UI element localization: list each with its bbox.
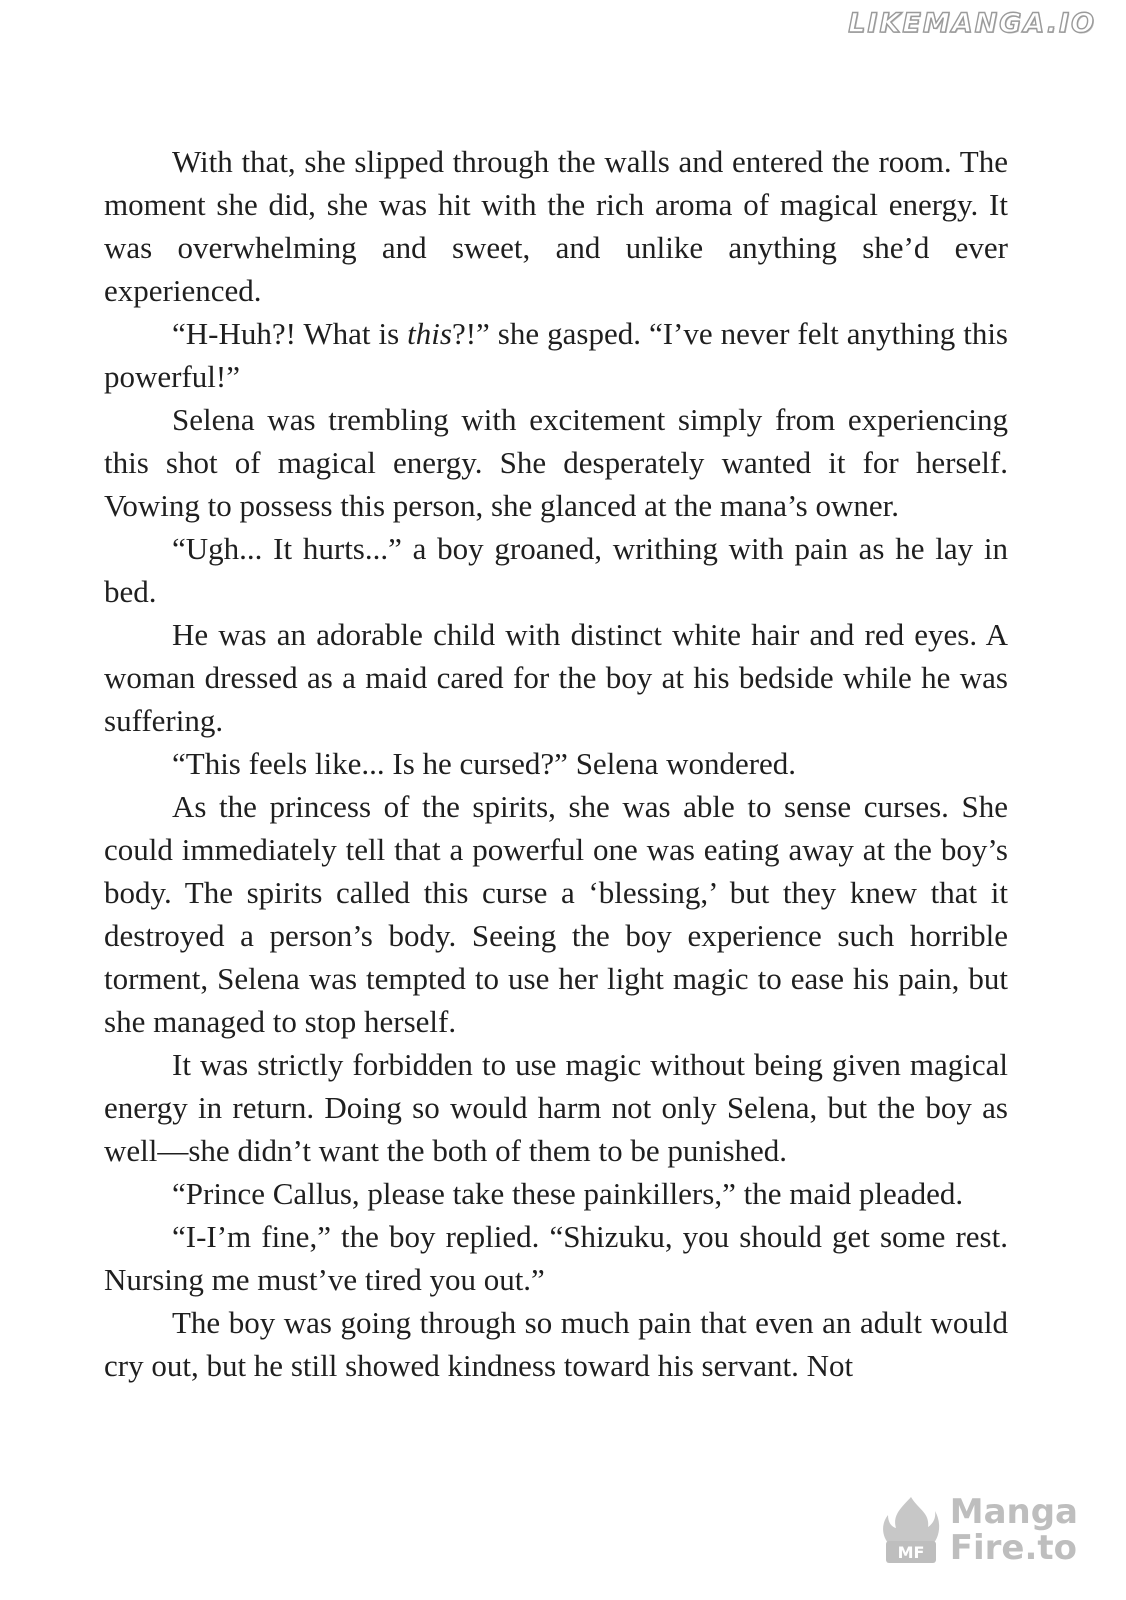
page-text bbox=[104, 140, 1008, 1387]
flame-mf-logo-icon bbox=[880, 1495, 942, 1565]
paragraph-10: “I-I’m fine,” the boy replied. “Shizuku, you should get some rest. Nursing me must’ve tired you out.” bbox=[104, 1219, 1008, 1297]
paragraph-8: It was strictly forbidden to use magic without being given magical energy in return. Doing so would harm not only Selena, but the boy as well—she didn’t want the both of them to be punished. bbox=[104, 1047, 1008, 1168]
paragraph-2-before: “H-Huh?! What is bbox=[172, 316, 408, 351]
likemanga-watermark: LIKEMANGA.IO bbox=[848, 8, 1096, 39]
mangafire-line2: Fire.to bbox=[949, 1528, 1077, 1568]
mangafire-wordmark bbox=[950, 1494, 1078, 1566]
paragraph-11: The boy was going through so much pain that even an adult would cry out, but he still showed kindness toward his servant. Not bbox=[104, 1305, 1008, 1383]
mangafire-line1: Manga bbox=[949, 1492, 1078, 1532]
paragraph-2-after: ?!” she gasped. “I’ve never felt anything this powerful!” bbox=[104, 316, 1009, 394]
mangafire-watermark bbox=[880, 1494, 1078, 1566]
paragraph-4: “Ugh... It hurts...” a boy groaned, writhing with pain as he lay in bed. bbox=[104, 531, 1008, 609]
paragraph-1: With that, she slipped through the walls and entered the room. The moment she did, she was hit with the rich aroma of magical energy. It was overwhelming and sweet, and unlike anything she’d ever experienced. bbox=[104, 144, 1008, 308]
paragraph-5: He was an adorable child with distinct white hair and red eyes. A woman dressed as a maid cared for the boy at his bedside while he was suffering. bbox=[104, 617, 1008, 738]
paragraph-3: Selena was trembling with excitement simply from experiencing this shot of magical energy. She desperately wanted it for herself. Vowing to possess this person, she glanced at the mana’s owner. bbox=[104, 402, 1008, 523]
svg-text:MF: MF bbox=[897, 1543, 925, 1562]
paragraph-2-italic: this bbox=[407, 316, 452, 351]
paragraph-2 bbox=[104, 312, 1008, 398]
paragraph-7: As the princess of the spirits, she was able to sense curses. She could immediately tell that a powerful one was eating away at the boy’s body. The spirits called this curse a ‘blessing,’ but they knew that it destroyed a person’s body. Seeing the boy experience such horrible torment, Selena was tempted to use her light magic to ease his pain, but she managed to stop herself. bbox=[104, 789, 1008, 1039]
paragraph-6: “This feels like... Is he cursed?” Selena wondered. bbox=[172, 746, 797, 781]
paragraph-9: “Prince Callus, please take these painkillers,” the maid pleaded. bbox=[172, 1176, 964, 1211]
